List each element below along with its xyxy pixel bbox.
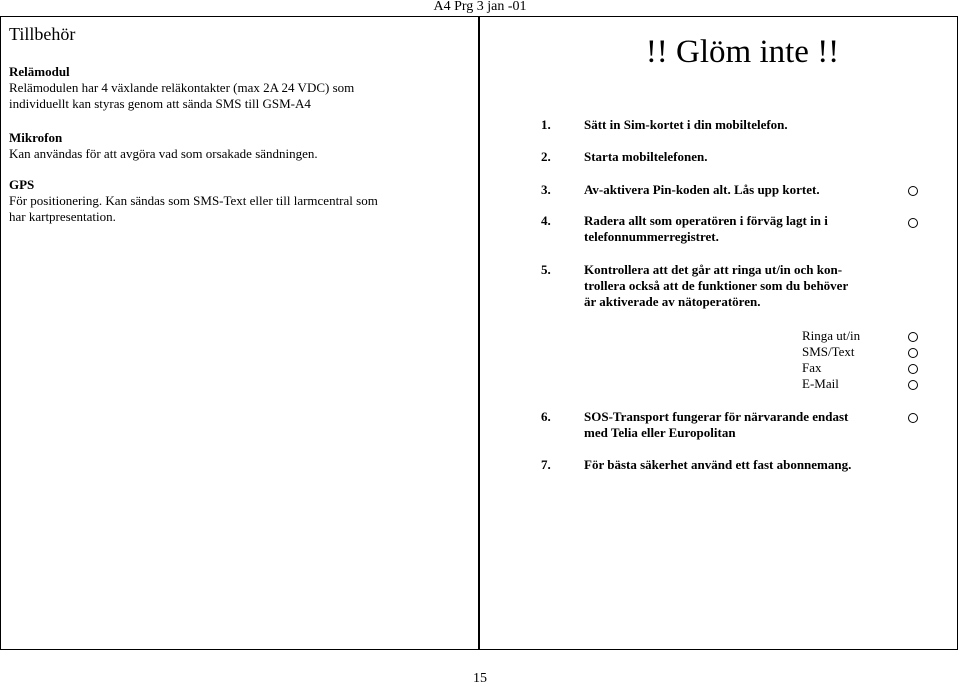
section-gps <box>9 177 419 225</box>
step-number: 2. <box>541 149 551 164</box>
section-relay-module <box>9 64 354 112</box>
step-text: SOS-Transport fungerar för närvarande endast <box>584 409 849 424</box>
step-text: trollera också att de funktioner som du behöver <box>584 278 849 293</box>
step-text: telefonnummerregistret. <box>584 229 719 244</box>
section-line: För positionering. Kan sändas som SMS-Text eller till larmcentral som <box>9 193 378 208</box>
section-line: Relämodulen har 4 växlande reläkontakter (max 2A 24 VDC) som <box>9 80 355 95</box>
step-text: med Telia eller Europolitan <box>584 425 736 440</box>
section-line: Kan användas för att avgöra vad som orsakade sändningen. <box>9 146 318 161</box>
checkbox-circle <box>908 380 918 390</box>
option-sms: SMS/Text <box>802 344 855 359</box>
step-number: 7. <box>541 457 551 472</box>
step-number: 4. <box>541 213 551 228</box>
step-number: 3. <box>541 182 551 197</box>
option-call: Ringa ut/in <box>802 328 861 343</box>
option-email: E-Mail <box>802 376 839 391</box>
section-line: individuellt kan styras genom att sända SMS till GSM-A4 <box>9 96 311 111</box>
reminder-title: !! Glöm inte !! <box>645 34 840 70</box>
section-line: har kartpresentation. <box>9 209 116 224</box>
accessories-heading: Tillbehör <box>9 24 76 44</box>
step-number: 1. <box>541 117 551 132</box>
step-text: Radera allt som operatören i förväg lagt in i <box>584 213 828 228</box>
step-text: Av-aktivera Pin-koden alt. Lås upp kortet. <box>584 182 820 197</box>
accessories-column <box>9 24 469 224</box>
section-title: GPS <box>9 177 35 192</box>
checkbox-circle <box>908 364 918 374</box>
checkbox-circle <box>908 332 918 342</box>
checkbox-circle <box>908 186 918 196</box>
column-divider <box>478 16 480 650</box>
step-number: 6. <box>541 409 551 424</box>
step-text: Starta mobiltelefonen. <box>584 149 708 164</box>
step-number: 5. <box>541 262 551 277</box>
step-text: är aktiverade av nätoperatören. <box>584 294 761 309</box>
checkbox-circle <box>908 413 918 423</box>
checkbox-circle <box>908 218 918 228</box>
header-text: A4 Prg 3 jan -01 <box>433 0 527 14</box>
option-fax: Fax <box>802 360 822 375</box>
section-title: Mikrofon <box>9 130 63 145</box>
step-text: Kontrollera att det går att ringa ut/in och kon- <box>584 262 843 277</box>
section-microphone <box>9 130 318 162</box>
section-title: Relämodul <box>9 64 70 79</box>
page-number: 15 <box>473 671 487 686</box>
step-text: Sätt in Sim-kortet i din mobiltelefon. <box>584 117 788 132</box>
checkbox-circle <box>908 348 918 358</box>
step-text: För bästa säkerhet använd ett fast abonnemang. <box>584 457 852 472</box>
